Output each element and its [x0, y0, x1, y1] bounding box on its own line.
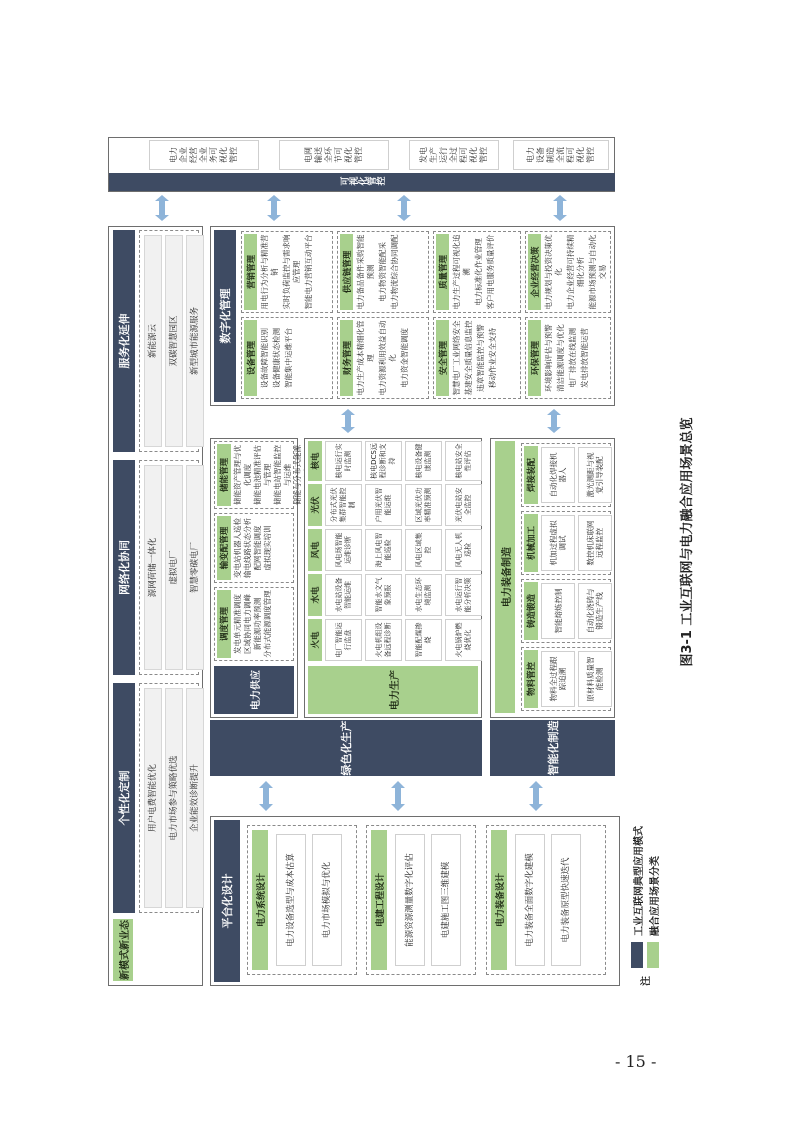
visual-item-2: 电网输送全环节可视化管控: [279, 140, 389, 170]
service-items: [139, 230, 199, 452]
production-group-2-item-3: 水电生态环境监测: [405, 574, 442, 616]
digital-group-6-item-1: 电力生产过程可视化追溯: [452, 234, 471, 310]
production-group-1: [308, 619, 478, 661]
production-group-5-title: 核电: [308, 441, 322, 481]
supply-group-1-title: 调度管理: [217, 590, 231, 658]
manufacturing-group-4-title: 焊接装配: [524, 446, 538, 504]
network-item-1: 源网荷储一体化: [144, 465, 162, 670]
digital-group-1-item-2: 设备健康状态检测: [272, 328, 281, 388]
platform-group-2-item-2: 电建施工图三维建模: [431, 834, 461, 966]
manufacturing-group-1-item-1: 物料全过程跟踪追溯: [541, 651, 575, 707]
smart-manufacturing-block: [490, 438, 615, 718]
visual-management-block: [108, 137, 615, 192]
digital-group-3-item-1: 电力生产成本精细化管理: [356, 320, 375, 396]
production-group-2-item-2: 智能水文气象预报: [365, 574, 402, 616]
platform-group-3-item-2: 电力装备原型快速迭代: [551, 834, 581, 966]
platform-design-block: [210, 816, 620, 986]
production-group-1-item-1: 电厂智能运行监盘: [325, 619, 362, 661]
manufacturing-group-1-item-2: 原材料质量智能检测: [578, 651, 612, 707]
custom-item-2: 电力市场参与策略优选: [165, 688, 183, 908]
arrow-platform-green-2: [390, 780, 406, 812]
production-group-1-item-4: 火电锅炉燃烧优化: [445, 619, 482, 661]
digital-group-3: [337, 317, 429, 399]
digital-group-2: [241, 231, 333, 313]
digital-group-2-title: 营销管理: [244, 234, 257, 310]
production-group-2: [308, 574, 478, 616]
platform-group-3-title: 电力装备设计: [491, 830, 507, 970]
arrow-green-digital: [340, 408, 356, 434]
green-production-title: 绿色化生产: [210, 720, 482, 776]
production-group-4-item-3: 区域光伏功率精准预测: [405, 484, 442, 526]
platform-group-1-item-1: 电力设备选型与成本估算: [276, 834, 306, 966]
production-group-2-title: 水电: [308, 574, 322, 616]
figure-title: 图3-1 工业互联网与电力融合应用场景总览: [680, 417, 695, 667]
manufacturing-group-4-item-2: 激光测距与视觉引导装配: [578, 447, 612, 503]
digital-group-8-item-1: 电力规划与投资决策优化: [544, 234, 563, 310]
digital-group-7-item-4: 发电排放智能运营: [580, 328, 589, 388]
arrow-platform-smart: [528, 780, 544, 812]
digital-group-4-item-3: 电力物流综合协同调配: [390, 234, 399, 310]
service-title: 服务化延伸: [113, 230, 135, 452]
manufacturing-group-1-title: 物料管控: [524, 650, 538, 708]
manufacturing-banner: 电力装备制造: [495, 441, 515, 713]
production-group-2-item-1: 水电站设备智能运维: [325, 574, 362, 616]
digital-group-6-item-3: 客户用电服务质量评价: [486, 234, 495, 310]
manufacturing-group-4: [521, 443, 611, 507]
production-group-3-item-4: 风电无人机巡检: [445, 529, 482, 571]
service-item-1: 新能源云: [144, 235, 162, 447]
digital-group-4: [337, 231, 429, 313]
production-group-1-item-3: 智能配煤掺烧: [405, 619, 442, 661]
platform-group-3-item-1: 电力装备全面数字化建模: [515, 834, 545, 966]
arrow-platform-green-1: [258, 780, 274, 812]
digital-group-7-item-3: 电厂排放在线监测: [568, 328, 577, 388]
page-number: - 15 -: [615, 1052, 657, 1071]
supply-group-1-item-1: 发电单元精准调度: [233, 594, 242, 654]
digital-group-8: [525, 231, 611, 313]
arrow-visual-1: [154, 194, 170, 222]
custom-items: [139, 683, 199, 913]
digital-group-8-title: 企业经营决策: [528, 234, 541, 310]
platform-group-1-title: 电力系统设计: [252, 830, 268, 970]
production-group-5-item-4: 核电站安全性评估: [445, 441, 482, 481]
production-group-3: [308, 529, 478, 571]
digital-group-3-item-2: 电力资源利用效益自动化: [378, 320, 397, 396]
supply-group-3-item-3: 储能电站智能监控与运维: [273, 445, 292, 505]
digital-group-3-title: 财务管理: [340, 320, 353, 396]
platform-group-2: [366, 825, 476, 975]
production-group-5-item-1: 核电运行实时监测: [325, 441, 362, 481]
manufacturing-group-4-item-1: 自动化焊接机器人: [541, 447, 575, 503]
production-group-5-item-2: 核电DCS远程诊断和支持: [365, 441, 402, 481]
service-item-3: 新型城市能源服务: [186, 235, 204, 447]
arrow-smart-digital: [546, 408, 562, 434]
digital-group-7-item-1: 环境影响评估与预警: [544, 324, 553, 392]
digital-group-6-item-2: 电力标准化作业管理: [474, 238, 483, 306]
power-production-block: [304, 438, 482, 718]
digital-group-3-item-3: 电力资金智能调度: [400, 328, 409, 388]
production-group-4: [308, 484, 478, 526]
production-group-3-item-1: 风电场智能运维诊断: [325, 529, 362, 571]
production-group-1-title: 火电: [308, 619, 322, 661]
manufacturing-group-2-item-2: 自动化浇铸与锻造生产线: [578, 583, 612, 639]
digital-group-1: [241, 317, 333, 399]
supply-group-1-item-3: 新能源功率预测: [253, 597, 262, 651]
platform-group-2-title: 电建工程设计: [371, 830, 387, 970]
platform-group-1-item-2: 电力市场模拟与优化: [312, 834, 342, 966]
supply-group-1: [214, 587, 294, 661]
production-group-4-title: 光伏: [308, 484, 322, 526]
production-group-5-item-3: 核电设备健康监测: [405, 441, 442, 481]
digital-group-7-title: 环保管理: [528, 320, 541, 396]
new-models-block: [108, 226, 203, 986]
supply-group-3-item-2: 储能电池精准评估与管理: [253, 445, 272, 505]
arrow-visual-2: [266, 194, 282, 222]
production-group-1-item-2: 火电机组设备远程诊断: [365, 619, 402, 661]
digital-group-4-item-2: 电力物资智能配采: [378, 242, 387, 302]
platform-group-3: [486, 825, 606, 975]
power-supply-label: 电力供应: [214, 666, 294, 714]
digital-group-5-item-2: 基建安全质量信息监控: [464, 320, 473, 396]
supply-group-1-item-4: 分布式能源调度管理: [263, 590, 272, 658]
visual-item-3: 发电生产运行全过程可视化管控: [409, 140, 499, 170]
digital-group-5-item-4: 移动作业安全支持: [488, 328, 497, 388]
custom-item-3: 企业能效诊断提升: [186, 688, 204, 908]
manufacturing-group-3-item-2: 数控机床联网远程监控: [578, 515, 612, 571]
production-group-2-item-4: 水电运行智能分析决策: [445, 574, 482, 616]
manufacturing-group-2-item-1: 智能熔炼控制: [541, 583, 575, 639]
production-group-5: [308, 441, 478, 481]
digital-group-6: [433, 231, 521, 313]
digital-group-2-item-2: 实时负荷监控与需求响应管理: [282, 234, 301, 310]
manufacturing-group-3-item-1: 机加过程虚拟调试: [541, 515, 575, 571]
production-group-3-item-2: 海上风电智能巡检: [365, 529, 402, 571]
visual-management-title: 可视化管控: [109, 173, 615, 191]
digital-group-4-item-1: 电力备品备件采购智能预测: [356, 234, 375, 310]
digital-group-8-item-3: 能源市场预测与自动化交易: [588, 234, 607, 310]
digital-group-6-title: 质量管理: [436, 234, 449, 310]
service-item-2: 双碳智慧园区: [165, 235, 183, 447]
digital-management-block: [210, 226, 615, 406]
digital-group-5-title: 安全管理: [436, 320, 449, 396]
legend-note: 注: [641, 976, 652, 986]
arrow-visual-4: [552, 194, 568, 222]
manufacturing-group-1: [521, 647, 611, 711]
digital-group-2-item-3: 智能电力营销互动平台: [304, 234, 313, 310]
manufacturing-group-2: [521, 579, 611, 643]
digital-group-1-item-1: 设备故障智能识别: [260, 328, 269, 388]
manufacturing-group-3-title: 机械加工: [524, 514, 538, 572]
legend-swatch-green: [647, 942, 659, 968]
supply-group-3-item-4: 储能与分布式能源: [293, 445, 302, 505]
visual-item-4: 电力设备制造全流程可视化管控: [513, 140, 609, 170]
digital-group-4-title: 供应链管理: [340, 234, 353, 310]
supply-group-3-item-1: 储能资产管理与优化调度: [233, 445, 252, 505]
custom-group: [113, 683, 199, 913]
production-group-4-item-1: 分布式光伏集群智能控制: [325, 484, 362, 526]
supply-group-1-item-2: 区域协同电力调峰: [243, 594, 252, 654]
supply-group-3-title: 储能管理: [217, 444, 231, 506]
power-production-label: 电力生产: [308, 666, 478, 714]
supply-group-2: [214, 513, 294, 583]
manufacturing-group-2-title: 铸造锻造: [524, 582, 538, 640]
digital-group-7-item-2: 清洁能源调度与优化: [556, 324, 565, 392]
supply-group-2-item-2: 输电线路状态分析: [243, 518, 252, 578]
custom-item-1: 用户电费智能优化: [144, 688, 162, 908]
production-group-4-item-4: 光伏电站安全监控: [445, 484, 482, 526]
power-supply-block: [210, 438, 302, 718]
production-group-3-title: 风电: [308, 529, 322, 571]
new-models-label: 新模式新业态: [113, 919, 133, 981]
network-group: [113, 460, 199, 675]
platform-design-title: 平台化设计: [214, 820, 240, 982]
visual-item-1: 电力企业经营全业务可视化管控: [149, 140, 259, 170]
digital-group-5-item-1: 智慧电厂工业网络安全: [452, 320, 461, 396]
digital-group-5-item-3: 违章智能监控与预警: [476, 324, 485, 392]
legend: [625, 746, 665, 986]
supply-group-3: [214, 441, 302, 509]
digital-group-1-title: 设备管理: [244, 320, 257, 396]
legend-swatch-navy: [631, 942, 643, 968]
platform-group-2-item-1: 能源资源测量数字化评估: [395, 834, 425, 966]
network-item-2: 虚拟电厂: [165, 465, 183, 670]
legend-label-green: 融合应用场景分类: [650, 856, 661, 936]
platform-group-1: [247, 825, 357, 975]
smart-manufacturing-title: 智能化制造: [490, 720, 615, 776]
digital-group-8-item-2: 电力企业经营可持续精细化分析: [566, 234, 585, 310]
digital-management-title: 数字化管理: [214, 230, 236, 402]
digital-group-1-item-3: 智能集中运维平台: [284, 328, 293, 388]
digital-group-2-item-1: 用电行为分析与精准营销: [260, 234, 279, 310]
legend-label-navy: 工业互联网典型应用模式: [634, 826, 645, 936]
manufacturing-group-3: [521, 511, 611, 575]
network-title: 网络化协同: [113, 460, 135, 675]
digital-group-5: [433, 317, 521, 399]
production-group-4-item-2: 户用光伏智能运维: [365, 484, 402, 526]
custom-title: 个性化定制: [113, 683, 135, 913]
supply-group-2-item-1: 变电站机器人巡检: [233, 518, 242, 578]
network-items: [139, 460, 199, 675]
supply-group-2-item-3: 配网智能调度: [253, 525, 262, 571]
supply-group-2-title: 输变配管理: [217, 516, 231, 580]
arrow-visual-3: [396, 194, 412, 222]
production-group-3-item-3: 风电区域集控: [405, 529, 442, 571]
supply-group-2-item-4: 虚拟现实培训: [263, 525, 272, 571]
digital-group-7: [525, 317, 611, 399]
network-item-3: 智慧零碳电厂: [186, 465, 204, 670]
service-group: [113, 230, 199, 452]
